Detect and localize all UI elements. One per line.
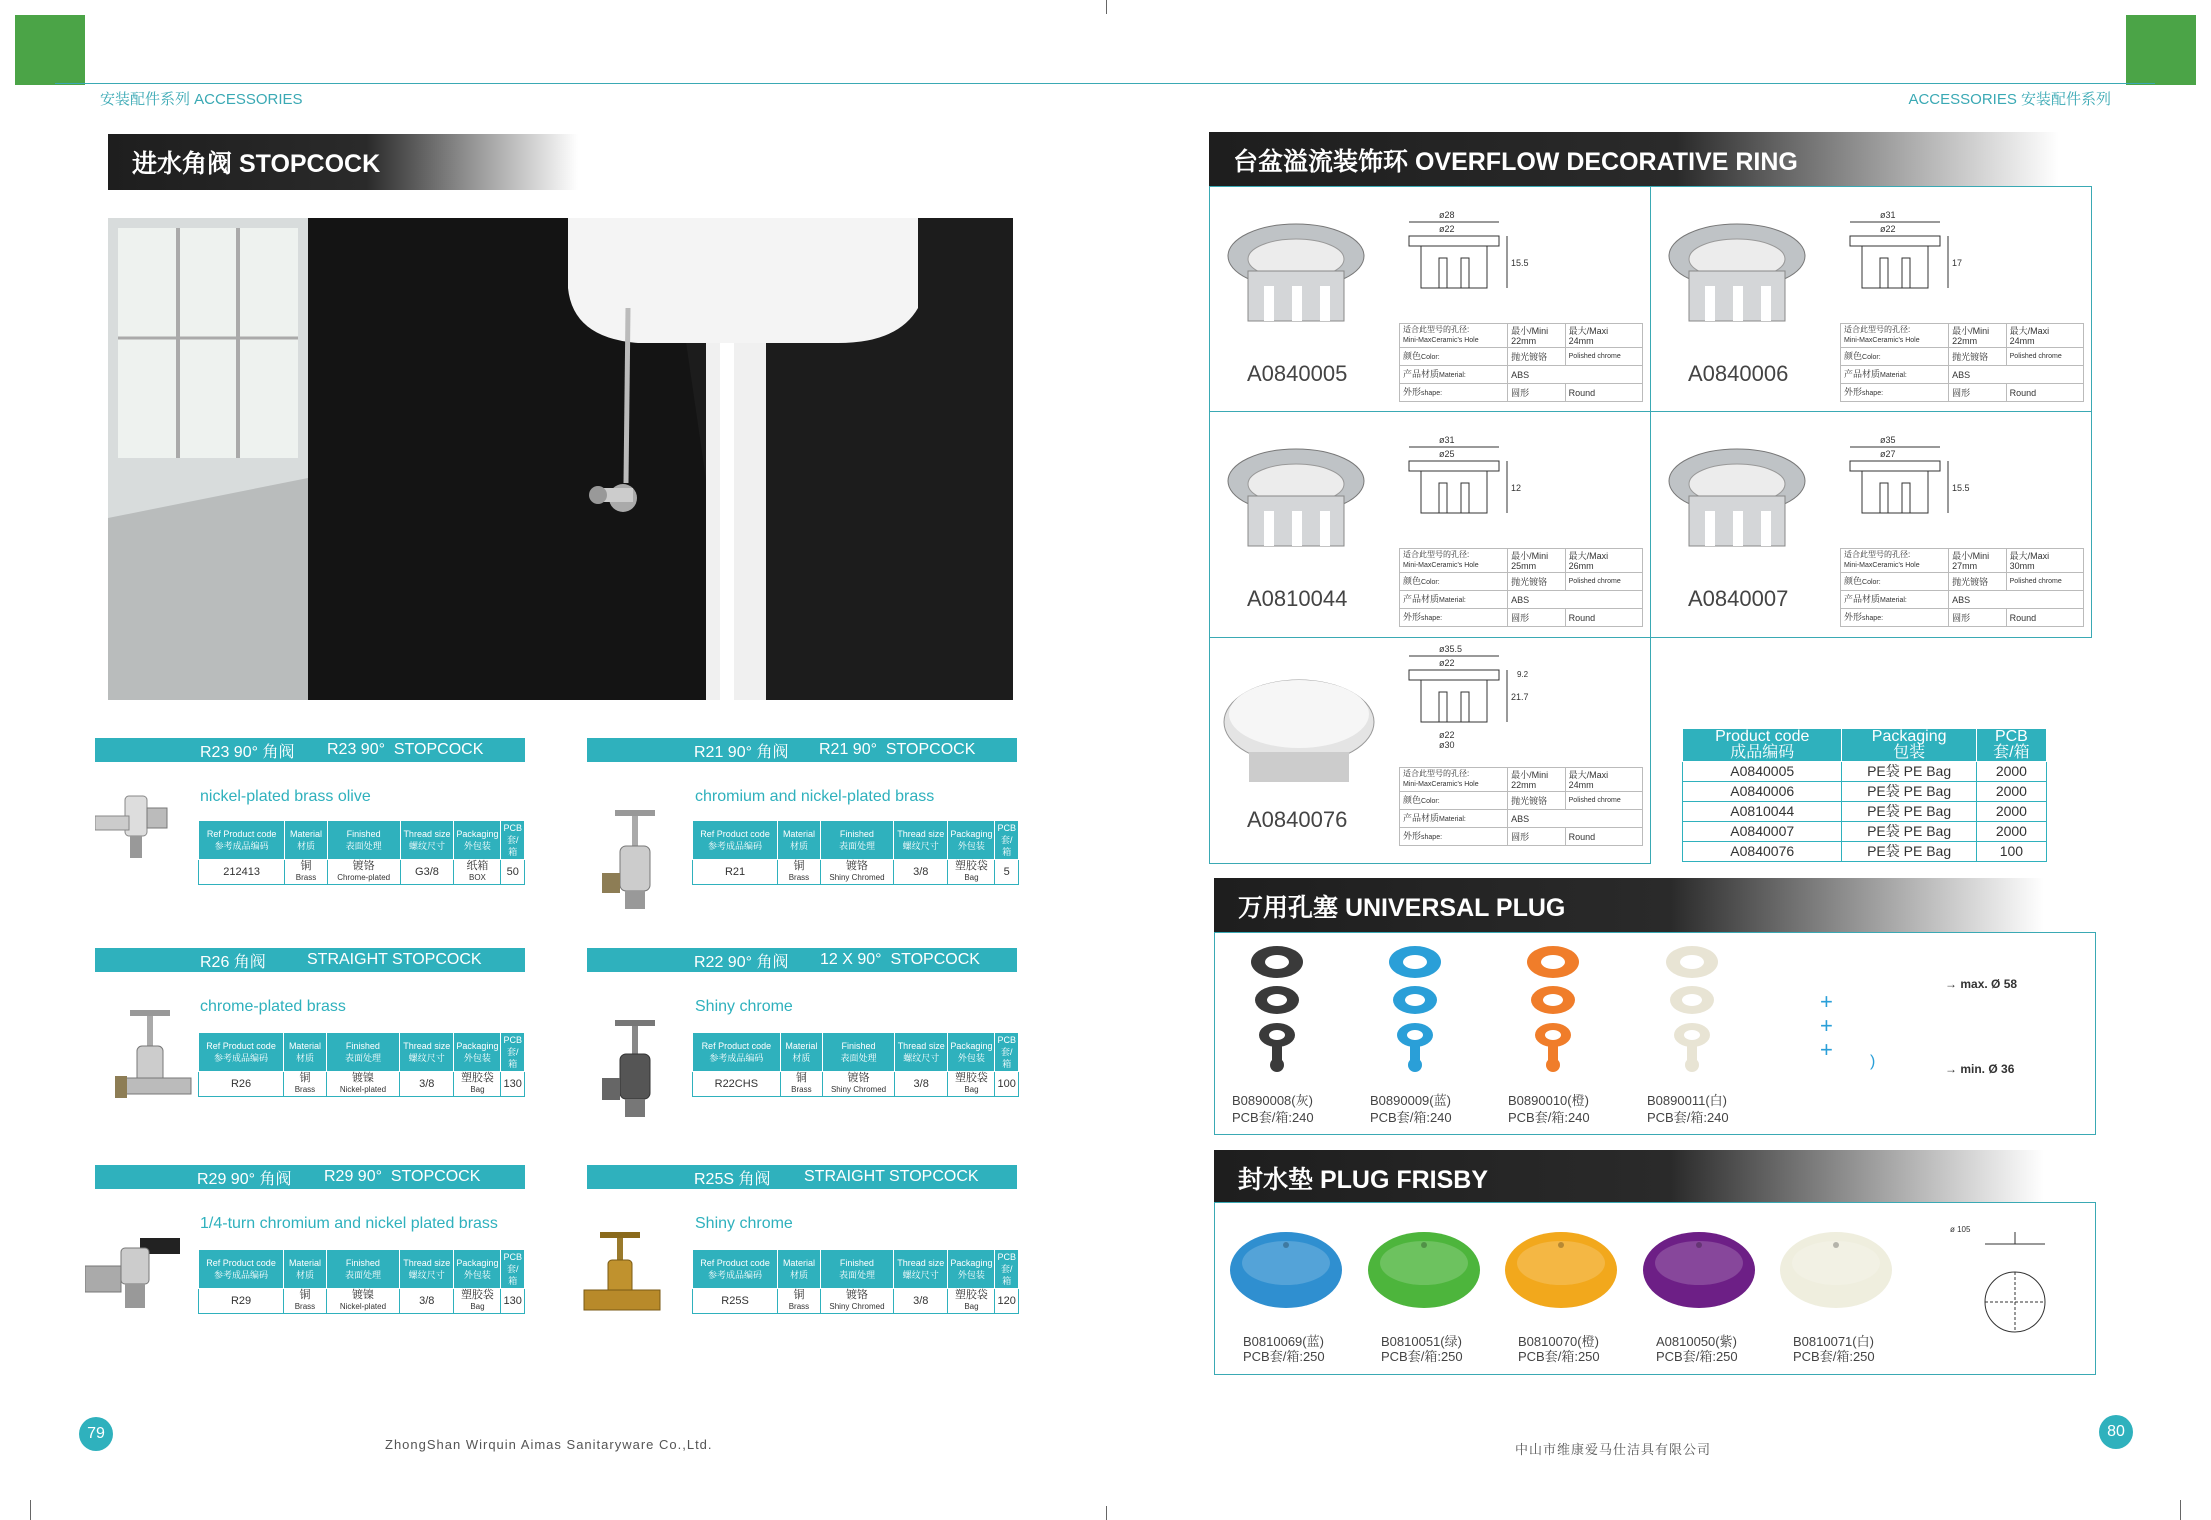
stopcock-bar-r26 <box>95 948 525 972</box>
svg-text:ø22: ø22 <box>1439 730 1455 740</box>
page-number-right: 80 <box>2099 1415 2133 1449</box>
frisby-dim-label: ø 105 <box>1950 1225 1971 1234</box>
bar-left-label: R22 90° 角阀 <box>694 953 789 971</box>
spec-col-header: Ref Product code 参考成品编码 <box>693 821 778 860</box>
table-row <box>1683 762 2047 782</box>
stopcock-desc: chrome-plated brass <box>200 998 346 1015</box>
universal-plug-image <box>1508 940 1628 1090</box>
pkg-cell: 100 <box>1976 842 2046 862</box>
spec-cell: R25S <box>693 1289 778 1314</box>
spec-cell: 铜 Brass <box>284 1289 327 1314</box>
spec-cell: 铜 Brass <box>780 1072 822 1097</box>
frisby-item <box>1778 1225 1898 1364</box>
spec-col-header: Packaging 外包装 <box>454 821 501 860</box>
crop-mark <box>1106 0 1107 14</box>
stopcock-desc: nickel-plated brass olive <box>200 788 371 805</box>
pkg-cell: 2000 <box>1976 782 2046 802</box>
spec-cell: G3/8 <box>400 860 454 885</box>
spec-col-header: Material 材质 <box>778 1250 821 1289</box>
spec-col-header: Finished 表面处理 <box>326 1250 399 1289</box>
ring-cell <box>1209 637 1650 862</box>
universal-plug-pcb: PCB套/箱:240 <box>1232 1110 1314 1125</box>
spec-cell: 130 <box>501 1289 525 1314</box>
bar-left-label: R26 角阀 <box>200 953 266 971</box>
header-rule <box>55 83 2155 84</box>
pkg-cell: PE袋 PE Bag <box>1842 782 1976 802</box>
frisby-pcb: PCB套/箱:250 <box>1518 1349 1600 1364</box>
spec-col-header: Ref Product code 参考成品编码 <box>199 1033 284 1072</box>
universal-title: 万用孔塞 UNIVERSAL PLUG <box>1214 878 2044 934</box>
universal-plug-code: B0890011(白) <box>1647 1093 1727 1108</box>
spec-cell: 铜 Brass <box>778 1289 821 1314</box>
ring-spec-table: 适合此型号的孔径: Mini-MaxCeramic's Hole 最小/Mini 25mm 最大/Maxi 26mm 颜色Color: 抛光镀铬 Polished chrome 产品材质Material: ABS 外形shape: 圆形 Round <box>1399 548 1643 627</box>
svg-text:ø22: ø22 <box>1880 224 1896 234</box>
svg-text:ø31: ø31 <box>1880 210 1896 220</box>
spec-col-header: Material 材质 <box>780 1033 822 1072</box>
spec-col-header: Finished 表面处理 <box>326 1033 399 1072</box>
svg-text:ø30: ø30 <box>1439 740 1455 750</box>
spec-col-header: PCB 套/箱 <box>995 1250 1019 1289</box>
spec-cell: R29 <box>199 1289 284 1314</box>
frisby-pcb: PCB套/箱:250 <box>1793 1349 1875 1364</box>
table-row <box>693 860 1019 885</box>
ring-cell <box>1209 411 1650 636</box>
ring-image <box>1219 662 1389 792</box>
universal-cross-marks: + + + <box>1820 989 1833 1062</box>
universal-plug-image <box>1232 940 1352 1090</box>
ring-dimension-drawing <box>1399 642 1539 752</box>
spec-cell: 塑胶袋 Bag <box>948 860 995 885</box>
table-row <box>693 1072 1019 1097</box>
stopcock-desc: Shiny chrome <box>695 1215 793 1232</box>
frisby-pcb: PCB套/箱:250 <box>1243 1349 1325 1364</box>
bar-left-label: R29 90° 角阀 <box>197 1170 292 1188</box>
frisby-image <box>1641 1225 1761 1310</box>
universal-plug-image <box>1370 940 1490 1090</box>
frisby-code: B0810051(绿) <box>1381 1334 1462 1349</box>
pkg-cell: PE袋 PE Bag <box>1842 822 1976 842</box>
spec-cell: 塑胶袋 Bag <box>948 1072 995 1097</box>
ring-dimension-drawing <box>1399 208 1539 318</box>
spec-cell: 镀铬 Shiny Chromed <box>820 1289 893 1314</box>
packaging-table <box>1682 728 2047 862</box>
frisby-code: B0810070(橙) <box>1518 1334 1599 1349</box>
frisby-item <box>1503 1225 1623 1364</box>
pkg-col-header: Product code 成品编码 <box>1683 729 1842 762</box>
svg-text:17: 17 <box>1952 258 1963 268</box>
spec-col-header: Ref Product code 参考成品编码 <box>693 1033 781 1072</box>
bar-right-label: R29 90° STOPCOCK <box>324 1168 481 1185</box>
stopcock-title: 进水角阀 STOPCOCK <box>108 134 578 190</box>
spec-col-header: Packaging 外包装 <box>948 1250 995 1289</box>
stopcock-bar-r21 <box>587 738 1017 762</box>
stopcock-bar-r29 <box>95 1165 525 1189</box>
spec-col-header: PCB 套/箱 <box>995 1033 1019 1072</box>
pkg-cell: A0840006 <box>1683 782 1842 802</box>
spec-col-header: Finished 表面处理 <box>820 821 893 860</box>
ring-cell <box>1209 186 1650 411</box>
pkg-cell: PE袋 PE Bag <box>1842 802 1976 822</box>
svg-text:15.5: 15.5 <box>1952 483 1970 493</box>
universal-curve-mark: ) <box>1870 1053 1876 1070</box>
ring-image <box>1224 211 1374 341</box>
stopcock-image-r29 <box>85 1230 185 1320</box>
frisby-item <box>1641 1225 1761 1364</box>
corner-block-right <box>2126 15 2196 85</box>
header-left: 安装配件系列 ACCESSORIES <box>100 91 303 108</box>
footer-company-cn: 中山市维康爱马仕洁具有限公司 <box>1515 1442 1712 1457</box>
spec-cell: R22CHS <box>693 1072 781 1097</box>
crop-mark <box>30 1500 31 1520</box>
frisby-image <box>1366 1225 1486 1310</box>
spec-table <box>198 820 525 885</box>
universal-plug-item <box>1232 940 1352 1125</box>
stopcock-image-r22 <box>600 1018 670 1123</box>
pkg-cell: 2000 <box>1976 762 2046 782</box>
spec-cell: 212413 <box>199 860 285 885</box>
spec-cell: 镀镍 Nickel-plated <box>326 1289 399 1314</box>
max-dim-label: → max. Ø 58 <box>1945 977 2018 991</box>
svg-text:ø22: ø22 <box>1439 224 1455 234</box>
spec-col-header: Finished 表面处理 <box>820 1250 893 1289</box>
spec-cell: 镀铬 Shiny Chromed <box>820 860 893 885</box>
ring-spec-table: 适合此型号的孔径: Mini-MaxCeramic's Hole 最小/Mini 22mm 最大/Maxi 24mm 颜色Color: 抛光镀铬 Polished chrome 产品材质Material: ABS 外形shape: 圆形 Round <box>1840 323 2084 402</box>
spec-cell: 3/8 <box>894 1072 947 1097</box>
spec-col-header: Thread size 螺纹尺寸 <box>894 821 948 860</box>
spec-col-header: Ref Product code 参考成品编码 <box>693 1250 778 1289</box>
universal-plug-item <box>1508 940 1628 1125</box>
frisby-code: B0810069(蓝) <box>1243 1334 1324 1349</box>
pkg-cell: A0840005 <box>1683 762 1842 782</box>
spec-cell: 130 <box>501 1072 525 1097</box>
spec-col-header: Material 材质 <box>284 1033 327 1072</box>
spec-cell: 120 <box>995 1289 1019 1314</box>
stopcock-bar-r23 <box>95 738 525 762</box>
spec-cell: 镀镍 Nickel-plated <box>326 1072 399 1097</box>
stopcock-desc: chromium and nickel-plated brass <box>695 788 935 805</box>
svg-text:ø31: ø31 <box>1439 435 1455 445</box>
spec-col-header: Material 材质 <box>778 821 821 860</box>
stopcock-bar-r22 <box>587 948 1017 972</box>
pkg-cell: 2000 <box>1976 802 2046 822</box>
universal-plug-image <box>1647 940 1767 1090</box>
frisby-pcb: PCB套/箱:250 <box>1656 1349 1738 1364</box>
frisby-dimension-drawing <box>1940 1222 2070 1352</box>
svg-text:15.5: 15.5 <box>1511 258 1529 268</box>
svg-text:ø35.5: ø35.5 <box>1439 644 1463 654</box>
bar-right-label: R23 90° STOPCOCK <box>327 741 484 758</box>
table-row <box>1683 842 2047 862</box>
universal-plug-pcb: PCB套/箱:240 <box>1370 1110 1452 1125</box>
spec-cell: 镀铬 Shiny Chromed <box>823 1072 895 1097</box>
table-row <box>199 860 525 885</box>
svg-text:ø28: ø28 <box>1439 210 1455 220</box>
footer-company-en: ZhongShan Wirquin Aimas Sanitaryware Co.,Ltd. <box>385 1437 713 1452</box>
ring-image <box>1665 436 1815 566</box>
spec-cell: R26 <box>199 1072 284 1097</box>
bar-right-label: 12 X 90° STOPCOCK <box>820 951 980 968</box>
stopcock-photo <box>108 218 1013 700</box>
bar-right-label: R21 90° STOPCOCK <box>819 741 976 758</box>
svg-text:ø22: ø22 <box>1439 658 1455 668</box>
spec-table <box>198 1032 525 1097</box>
svg-text:ø27: ø27 <box>1880 449 1896 459</box>
frisby-pcb: PCB套/箱:250 <box>1381 1349 1463 1364</box>
bar-left-label: R25S 角阀 <box>694 1170 771 1188</box>
spec-col-header: Material 材质 <box>285 821 328 860</box>
frisby-image <box>1503 1225 1623 1310</box>
ring-dimension-drawing <box>1840 208 1980 318</box>
spec-cell: 100 <box>995 1072 1019 1097</box>
spec-cell: 铜 Brass <box>284 1072 327 1097</box>
ring-cell <box>1650 186 2091 411</box>
spec-cell: 塑胶袋 Bag <box>948 1289 995 1314</box>
spec-col-header: PCB 套/箱 <box>501 1250 525 1289</box>
table-row <box>1683 822 2047 842</box>
bar-left-label: R23 90° 角阀 <box>200 743 295 761</box>
bar-right-label: STRAIGHT STOPCOCK <box>307 951 482 968</box>
spec-col-header: Thread size 螺纹尺寸 <box>400 821 454 860</box>
spec-cell: 5 <box>995 860 1019 885</box>
spec-col-header: PCB 套/箱 <box>995 821 1019 860</box>
table-row <box>199 1289 525 1314</box>
spec-col-header: Packaging 外包装 <box>948 821 995 860</box>
universal-plug-code: B0890008(灰) <box>1232 1093 1313 1108</box>
universal-plug-pcb: PCB套/箱:240 <box>1508 1110 1590 1125</box>
universal-plug-item <box>1647 940 1767 1125</box>
ring-cell <box>1650 411 2091 636</box>
spec-col-header: Packaging 外包装 <box>948 1033 995 1072</box>
table-row <box>693 1289 1019 1314</box>
ring-spec-table: 适合此型号的孔径: Mini-MaxCeramic's Hole 最小/Mini 27mm 最大/Maxi 30mm 颜色Color: 抛光镀铬 Polished chrome 产品材质Material: ABS 外形shape: 圆形 Round <box>1840 548 2084 627</box>
header-right: ACCESSORIES 安装配件系列 <box>1908 91 2111 108</box>
stopcock-image-r21 <box>600 808 670 913</box>
spec-cell: 塑胶袋 Bag <box>454 1072 501 1097</box>
spec-table <box>198 1249 525 1314</box>
spec-col-header: Finished 表面处理 <box>327 821 400 860</box>
pkg-cell: PE袋 PE Bag <box>1842 762 1976 782</box>
ring-spec-table: 适合此型号的孔径: Mini-MaxCeramic's Hole 最小/Mini 22mm 最大/Maxi 24mm 颜色Color: 抛光镀铬 Polished chrome 产品材质Material: ABS 外形shape: 圆形 Round <box>1399 767 1643 846</box>
frisby-item <box>1228 1225 1348 1364</box>
svg-text:9.2: 9.2 <box>1517 670 1529 679</box>
spec-table <box>692 1249 1019 1314</box>
universal-plug-item <box>1370 940 1490 1125</box>
stopcock-desc: Shiny chrome <box>695 998 793 1015</box>
spec-col-header: Thread size 螺纹尺寸 <box>894 1033 947 1072</box>
spec-cell: R21 <box>693 860 778 885</box>
ring-spec-table: 适合此型号的孔径: Mini-MaxCeramic's Hole 最小/Mini 22mm 最大/Maxi 24mm 颜色Color: 抛光镀铬 Polished chrome 产品材质Material: ABS 外形shape: 圆形 Round <box>1399 323 1643 402</box>
svg-text:21.7: 21.7 <box>1511 692 1529 702</box>
svg-text:ø25: ø25 <box>1439 449 1455 459</box>
bar-right-label: STRAIGHT STOPCOCK <box>804 1168 979 1185</box>
universal-plug-pcb: PCB套/箱:240 <box>1647 1110 1729 1125</box>
universal-plug-code: B0890010(橙) <box>1508 1093 1589 1108</box>
ring-code: A0810044 <box>1247 586 1348 611</box>
frisby-code: B0810071(白) <box>1793 1334 1874 1349</box>
pkg-cell: A0840007 <box>1683 822 1842 842</box>
pkg-cell: A0840076 <box>1683 842 1842 862</box>
spec-col-header: Packaging 外包装 <box>454 1250 501 1289</box>
stopcock-desc: 1/4-turn chromium and nickel plated brass <box>200 1215 498 1232</box>
bar-left-label: R21 90° 角阀 <box>694 743 789 761</box>
pkg-cell: PE袋 PE Bag <box>1842 842 1976 862</box>
table-row <box>1683 802 2047 822</box>
ring-image <box>1665 211 1815 341</box>
spec-cell: 塑胶袋 Bag <box>454 1289 501 1314</box>
spec-col-header: Packaging 外包装 <box>454 1033 501 1072</box>
spec-cell: 3/8 <box>894 1289 948 1314</box>
ring-code: A0840006 <box>1688 361 1789 386</box>
spec-col-header: PCB 套/箱 <box>501 821 525 860</box>
table-row <box>1683 782 2047 802</box>
spec-col-header: Ref Product code 参考成品编码 <box>199 821 285 860</box>
crop-mark <box>2180 1500 2181 1520</box>
spec-col-header: Finished 表面处理 <box>823 1033 895 1072</box>
ring-image <box>1224 436 1374 566</box>
spec-col-header: Material 材质 <box>284 1250 327 1289</box>
pkg-col-header: Packaging 包装 <box>1842 729 1976 762</box>
spec-cell: 3/8 <box>400 1072 454 1097</box>
spec-cell: 铜 Brass <box>285 860 328 885</box>
spec-cell: 3/8 <box>894 860 948 885</box>
ring-dimension-drawing <box>1399 433 1539 543</box>
spec-col-header: PCB 套/箱 <box>501 1033 525 1072</box>
min-dim-label: → min. Ø 36 <box>1945 1062 2015 1076</box>
pkg-cell: 2000 <box>1976 822 2046 842</box>
spec-cell: 镀铬 Chrome-plated <box>327 860 400 885</box>
frisby-item <box>1366 1225 1486 1364</box>
pkg-cell: A0810044 <box>1683 802 1842 822</box>
frisby-title: 封水垫 PLUG FRISBY <box>1214 1150 2044 1206</box>
page-number-left: 79 <box>79 1417 113 1451</box>
stopcock-bar-r25s <box>587 1165 1017 1189</box>
universal-plug-code: B0890009(蓝) <box>1370 1093 1451 1108</box>
frisby-image <box>1778 1225 1898 1310</box>
spec-cell: 3/8 <box>400 1289 454 1314</box>
spec-col-header: Thread size 螺纹尺寸 <box>894 1250 948 1289</box>
ring-dimension-drawing <box>1840 433 1980 543</box>
ring-code: A0840005 <box>1247 361 1348 386</box>
overflow-title: 台盆溢流装饰环 OVERFLOW DECORATIVE RING <box>1209 132 2059 188</box>
ring-code: A0840076 <box>1247 807 1348 832</box>
stopcock-image-r23 <box>95 786 175 866</box>
spec-col-header: Ref Product code 参考成品编码 <box>199 1250 284 1289</box>
pkg-col-header: PCB 套/箱 <box>1976 729 2046 762</box>
table-row <box>199 1072 525 1097</box>
crop-mark <box>1106 1506 1107 1520</box>
spec-col-header: Thread size 螺纹尺寸 <box>400 1250 454 1289</box>
frisby-code: A0810050(紫) <box>1656 1334 1737 1349</box>
svg-text:12: 12 <box>1511 483 1522 493</box>
spec-table <box>692 820 1019 885</box>
spec-col-header: Thread size 螺纹尺寸 <box>400 1033 454 1072</box>
corner-block-left <box>15 15 85 85</box>
spec-cell: 铜 Brass <box>778 860 821 885</box>
spec-table <box>692 1032 1019 1097</box>
ring-code: A0840007 <box>1688 586 1789 611</box>
spec-cell: 纸箱 BOX <box>454 860 501 885</box>
spec-cell: 50 <box>501 860 525 885</box>
stopcock-image-r26 <box>115 1008 195 1113</box>
stopcock-image-r25s <box>580 1230 665 1325</box>
svg-text:ø35: ø35 <box>1880 435 1896 445</box>
frisby-image <box>1228 1225 1348 1310</box>
